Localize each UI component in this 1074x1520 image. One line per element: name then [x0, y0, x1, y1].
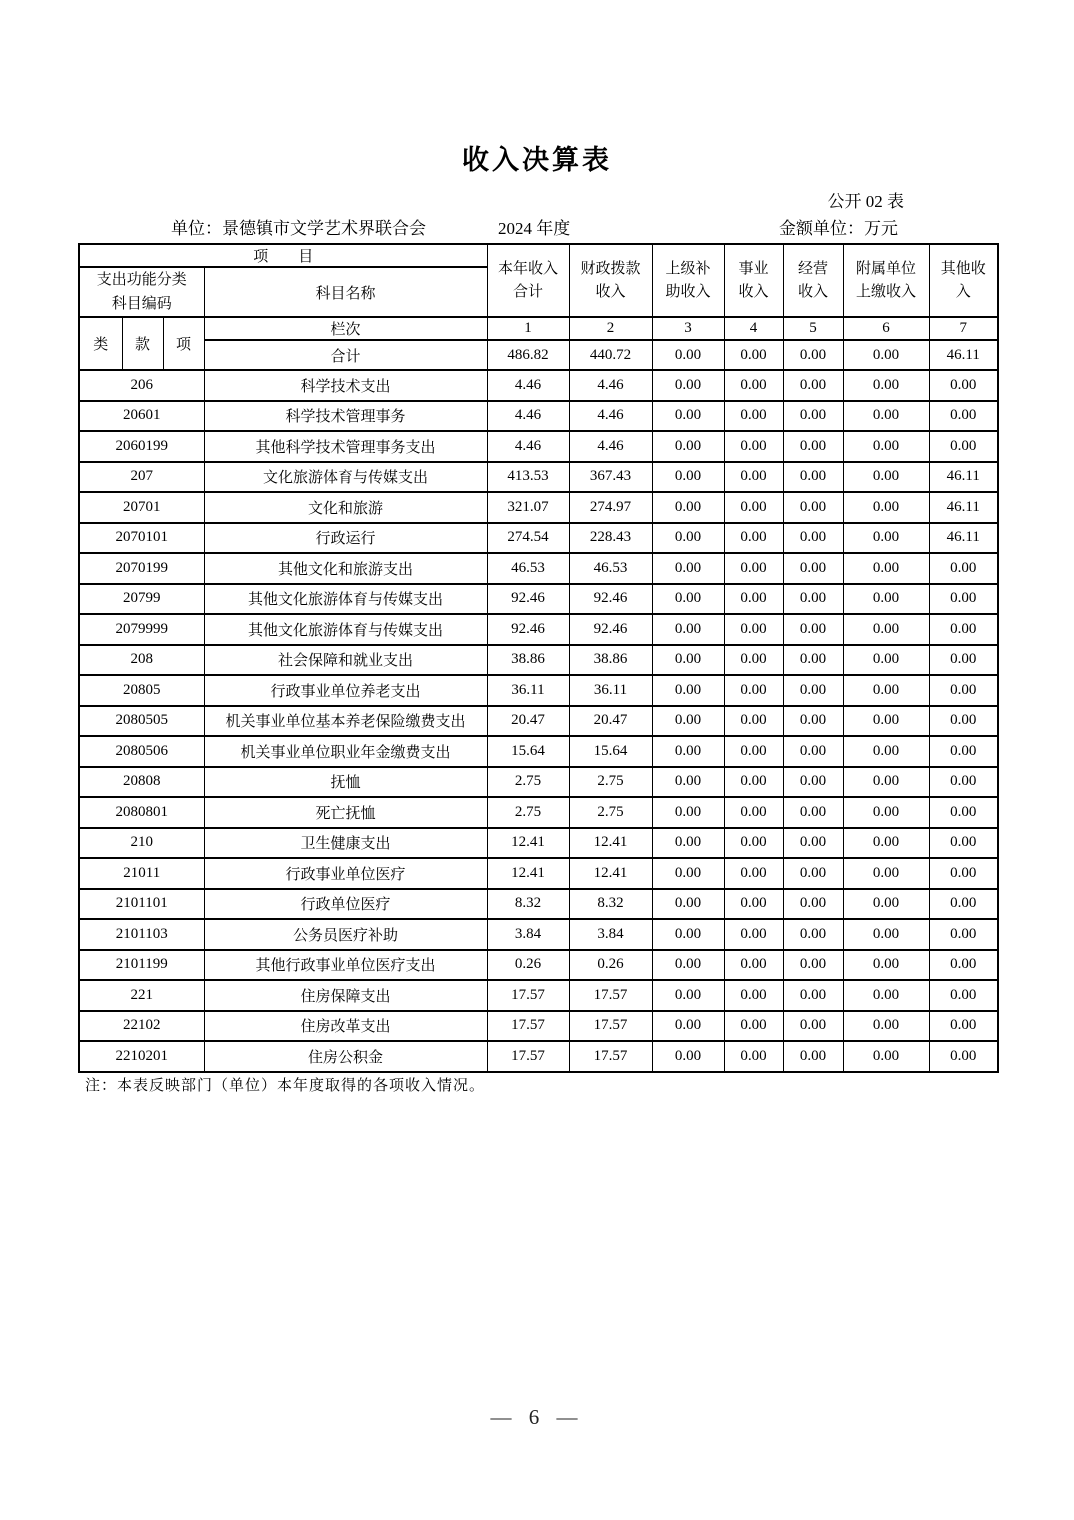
- value-col-6: 0.00: [843, 1011, 929, 1042]
- project-header-cell: 项 目: [79, 244, 487, 267]
- value-col-7: 0.00: [929, 553, 998, 584]
- revenue-column-header-1: 本年收入 合计: [487, 244, 569, 317]
- table-row: [79, 431, 998, 462]
- table-row: [79, 523, 998, 554]
- value-col-5: 0.00: [783, 675, 843, 706]
- subject-name: 死亡抚恤: [204, 797, 487, 828]
- value-col-1: 20.47: [487, 706, 569, 737]
- value-col-1: 38.86: [487, 645, 569, 676]
- value-col-4: 0.00: [724, 523, 783, 554]
- value-col-3: 0.00: [652, 645, 724, 676]
- value-col-6: 0.00: [843, 1041, 929, 1072]
- subject-code: 207: [79, 462, 204, 493]
- subject-code: 21011: [79, 858, 204, 889]
- subject-code: 2210201: [79, 1041, 204, 1072]
- column-index-5: 5: [783, 317, 843, 340]
- revenue-column-header-4: 事业 收入: [724, 244, 783, 317]
- value-col-3: 0.00: [652, 950, 724, 981]
- value-col-3: 0.00: [652, 492, 724, 523]
- value-col-2: 92.46: [569, 584, 652, 615]
- subject-name: 公务员医疗补助: [204, 919, 487, 950]
- grand-total-value-3: 0.00: [652, 340, 724, 370]
- value-col-1: 413.53: [487, 462, 569, 493]
- value-col-7: 0.00: [929, 1011, 998, 1042]
- subject-name: 行政运行: [204, 523, 487, 554]
- value-col-3: 0.00: [652, 675, 724, 706]
- subject-code: 2080506: [79, 736, 204, 767]
- value-col-7: 0.00: [929, 401, 998, 432]
- subject-code: 206: [79, 370, 204, 401]
- table-row: [79, 492, 998, 523]
- value-col-2: 4.46: [569, 431, 652, 462]
- value-col-3: 0.00: [652, 736, 724, 767]
- value-col-3: 0.00: [652, 462, 724, 493]
- column-index-4: 4: [724, 317, 783, 340]
- grand-total-value-7: 46.11: [929, 340, 998, 370]
- value-col-2: 4.46: [569, 370, 652, 401]
- value-col-7: 0.00: [929, 797, 998, 828]
- subject-code: 20808: [79, 767, 204, 798]
- subject-name: 行政事业单位养老支出: [204, 675, 487, 706]
- subject-name: 科学技术管理事务: [204, 401, 487, 432]
- revenue-column-header-7: 其他收 入: [929, 244, 998, 317]
- value-col-3: 0.00: [652, 767, 724, 798]
- value-col-7: 0.00: [929, 950, 998, 981]
- value-col-6: 0.00: [843, 706, 929, 737]
- table-row: [79, 553, 998, 584]
- column-index-7: 7: [929, 317, 998, 340]
- value-col-3: 0.00: [652, 614, 724, 645]
- value-col-3: 0.00: [652, 1011, 724, 1042]
- table-row: [79, 706, 998, 737]
- amount-unit-label: 金额单位：万元: [779, 219, 898, 238]
- value-col-4: 0.00: [724, 797, 783, 828]
- value-col-2: 4.46: [569, 401, 652, 432]
- subject-code: 2080505: [79, 706, 204, 737]
- value-col-4: 0.00: [724, 919, 783, 950]
- table-row: [79, 584, 998, 615]
- value-col-4: 0.00: [724, 553, 783, 584]
- subject-code: 2079999: [79, 614, 204, 645]
- value-col-5: 0.00: [783, 553, 843, 584]
- grand-total-value-6: 0.00: [843, 340, 929, 370]
- value-col-1: 4.46: [487, 401, 569, 432]
- value-col-1: 17.57: [487, 1011, 569, 1042]
- value-col-4: 0.00: [724, 492, 783, 523]
- subject-code: 2080801: [79, 797, 204, 828]
- table-row: [79, 614, 998, 645]
- value-col-2: 46.53: [569, 553, 652, 584]
- table-row: [79, 645, 998, 676]
- subject-name-header-cell: 科目名称: [204, 267, 487, 317]
- subject-name: 抚恤: [204, 767, 487, 798]
- value-col-4: 0.00: [724, 736, 783, 767]
- value-col-5: 0.00: [783, 980, 843, 1011]
- table-row: [79, 889, 998, 920]
- subject-code: 208: [79, 645, 204, 676]
- value-col-6: 0.00: [843, 950, 929, 981]
- grand-total-value-5: 0.00: [783, 340, 843, 370]
- subject-code: 20701: [79, 492, 204, 523]
- value-col-1: 12.41: [487, 828, 569, 859]
- subject-name: 机关事业单位基本养老保险缴费支出: [204, 706, 487, 737]
- value-col-1: 8.32: [487, 889, 569, 920]
- value-col-3: 0.00: [652, 584, 724, 615]
- value-col-7: 0.00: [929, 431, 998, 462]
- value-col-5: 0.00: [783, 401, 843, 432]
- column-index-6: 6: [843, 317, 929, 340]
- table-row: [79, 401, 998, 432]
- subject-name: 其他文化旅游体育与传媒支出: [204, 614, 487, 645]
- subject-code: 221: [79, 980, 204, 1011]
- value-col-1: 3.84: [487, 919, 569, 950]
- subject-code: 2101103: [79, 919, 204, 950]
- revenue-column-header-6: 附属单位 上缴收入: [843, 244, 929, 317]
- value-col-3: 0.00: [652, 431, 724, 462]
- value-col-1: 321.07: [487, 492, 569, 523]
- value-col-2: 38.86: [569, 645, 652, 676]
- value-col-4: 0.00: [724, 706, 783, 737]
- year-label: 2024 年度: [498, 219, 571, 238]
- value-col-7: 0.00: [929, 767, 998, 798]
- function-code-label: 科目编码: [111, 296, 172, 312]
- subject-name: 其他科学技术管理事务支出: [204, 431, 487, 462]
- value-col-1: 2.75: [487, 797, 569, 828]
- value-col-2: 15.64: [569, 736, 652, 767]
- function-code-header-cell: [79, 267, 204, 317]
- table-row: [79, 462, 998, 493]
- value-col-2: 3.84: [569, 919, 652, 950]
- value-col-5: 0.00: [783, 950, 843, 981]
- value-col-2: 20.47: [569, 706, 652, 737]
- value-col-2: 17.57: [569, 1041, 652, 1072]
- value-col-7: 0.00: [929, 736, 998, 767]
- value-col-5: 0.00: [783, 645, 843, 676]
- unit-label: 单位：景德镇市文学艺术界联合会: [171, 219, 426, 238]
- value-col-4: 0.00: [724, 645, 783, 676]
- value-col-1: 274.54: [487, 523, 569, 554]
- value-col-2: 12.41: [569, 858, 652, 889]
- value-col-3: 0.00: [652, 828, 724, 859]
- value-col-6: 0.00: [843, 828, 929, 859]
- column-index-1: 1: [487, 317, 569, 340]
- value-col-1: 17.57: [487, 1041, 569, 1072]
- item-column-header: 项: [163, 317, 204, 370]
- subject-name: 其他行政事业单位医疗支出: [204, 950, 487, 981]
- meta-line: [0, 214, 1074, 238]
- grand-total-label: 合计: [204, 340, 487, 370]
- value-col-6: 0.00: [843, 431, 929, 462]
- footnote: 注：本表反映部门（单位）本年度取得的各项收入情况。: [85, 1078, 486, 1094]
- table-row: [79, 919, 998, 950]
- table-row: [79, 858, 998, 889]
- value-col-2: 2.75: [569, 797, 652, 828]
- subject-name: 卫生健康支出: [204, 828, 487, 859]
- subject-name: 文化和旅游: [204, 492, 487, 523]
- subject-name: 住房保障支出: [204, 980, 487, 1011]
- value-col-3: 0.00: [652, 858, 724, 889]
- value-col-2: 17.57: [569, 1011, 652, 1042]
- table-row: [79, 980, 998, 1011]
- value-col-2: 274.97: [569, 492, 652, 523]
- value-col-7: 0.00: [929, 889, 998, 920]
- table-row: [79, 797, 998, 828]
- value-col-7: 0.00: [929, 675, 998, 706]
- value-col-5: 0.00: [783, 431, 843, 462]
- value-col-3: 0.00: [652, 706, 724, 737]
- value-col-4: 0.00: [724, 980, 783, 1011]
- revenue-column-header-2: 财政拨款 收入: [569, 244, 652, 317]
- value-col-4: 0.00: [724, 675, 783, 706]
- value-col-6: 0.00: [843, 675, 929, 706]
- revenue-column-header-3: 上级补 助收入: [652, 244, 724, 317]
- subject-name: 机关事业单位职业年金缴费支出: [204, 736, 487, 767]
- value-col-7: 0.00: [929, 614, 998, 645]
- value-col-7: 46.11: [929, 462, 998, 493]
- subject-name: 社会保障和就业支出: [204, 645, 487, 676]
- value-col-6: 0.00: [843, 370, 929, 401]
- value-col-1: 17.57: [487, 980, 569, 1011]
- value-col-6: 0.00: [843, 767, 929, 798]
- table-row: [79, 767, 998, 798]
- subject-code: 20799: [79, 584, 204, 615]
- table-row: [79, 736, 998, 767]
- value-col-4: 0.00: [724, 889, 783, 920]
- value-col-4: 0.00: [724, 1011, 783, 1042]
- value-col-4: 0.00: [724, 431, 783, 462]
- grand-total-value-4: 0.00: [724, 340, 783, 370]
- value-col-2: 17.57: [569, 980, 652, 1011]
- grand-total-value-1: 486.82: [487, 340, 569, 370]
- value-col-5: 0.00: [783, 919, 843, 950]
- value-col-6: 0.00: [843, 919, 929, 950]
- value-col-1: 15.64: [487, 736, 569, 767]
- value-col-2: 8.32: [569, 889, 652, 920]
- value-col-6: 0.00: [843, 462, 929, 493]
- value-col-5: 0.00: [783, 889, 843, 920]
- subject-name: 科学技术支出: [204, 370, 487, 401]
- value-col-6: 0.00: [843, 980, 929, 1011]
- value-col-6: 0.00: [843, 401, 929, 432]
- value-col-6: 0.00: [843, 889, 929, 920]
- subject-name: 其他文化旅游体育与传媒支出: [204, 584, 487, 615]
- table-row: [79, 1011, 998, 1042]
- value-col-5: 0.00: [783, 858, 843, 889]
- subject-code: 22102: [79, 1011, 204, 1042]
- table-code-label: 公开 02 表: [827, 192, 904, 211]
- value-col-3: 0.00: [652, 797, 724, 828]
- header-row-project: [79, 244, 998, 267]
- column-index-3: 3: [652, 317, 724, 340]
- subject-code: 2070101: [79, 523, 204, 554]
- table-row: [79, 675, 998, 706]
- subject-code: 20601: [79, 401, 204, 432]
- value-col-7: 0.00: [929, 919, 998, 950]
- value-col-5: 0.00: [783, 462, 843, 493]
- value-col-7: 0.00: [929, 858, 998, 889]
- subject-code: 210: [79, 828, 204, 859]
- subject-name: 行政事业单位医疗: [204, 858, 487, 889]
- column-index-2: 2: [569, 317, 652, 340]
- income-statement-table: [78, 243, 999, 1073]
- value-col-5: 0.00: [783, 523, 843, 554]
- subject-code: 2101101: [79, 889, 204, 920]
- value-col-2: 0.26: [569, 950, 652, 981]
- value-col-2: 2.75: [569, 767, 652, 798]
- value-col-5: 0.00: [783, 767, 843, 798]
- value-col-5: 0.00: [783, 1041, 843, 1072]
- value-col-3: 0.00: [652, 919, 724, 950]
- value-col-3: 0.00: [652, 401, 724, 432]
- value-col-1: 4.46: [487, 431, 569, 462]
- value-col-1: 92.46: [487, 614, 569, 645]
- value-col-7: 0.00: [929, 828, 998, 859]
- value-col-4: 0.00: [724, 584, 783, 615]
- value-col-7: 0.00: [929, 370, 998, 401]
- value-col-2: 12.41: [569, 828, 652, 859]
- table-row: [79, 950, 998, 981]
- value-col-7: 46.11: [929, 492, 998, 523]
- value-col-7: 0.00: [929, 706, 998, 737]
- value-col-2: 92.46: [569, 614, 652, 645]
- value-col-2: 367.43: [569, 462, 652, 493]
- value-col-3: 0.00: [652, 1041, 724, 1072]
- value-col-6: 0.00: [843, 492, 929, 523]
- value-col-5: 0.00: [783, 584, 843, 615]
- value-col-5: 0.00: [783, 614, 843, 645]
- section-column-header: 款: [122, 317, 163, 370]
- value-col-2: 228.43: [569, 523, 652, 554]
- value-col-6: 0.00: [843, 553, 929, 584]
- class-column-header: 类: [79, 317, 122, 370]
- table-row: [79, 828, 998, 859]
- value-col-7: 0.00: [929, 1041, 998, 1072]
- subject-name: 文化旅游体育与传媒支出: [204, 462, 487, 493]
- value-col-4: 0.00: [724, 767, 783, 798]
- value-col-6: 0.00: [843, 614, 929, 645]
- revenue-column-header-5: 经营 收入: [783, 244, 843, 317]
- value-col-5: 0.00: [783, 706, 843, 737]
- subject-name: 其他文化和旅游支出: [204, 553, 487, 584]
- value-col-4: 0.00: [724, 828, 783, 859]
- subject-name: 住房改革支出: [204, 1011, 487, 1042]
- subject-code: 2101199: [79, 950, 204, 981]
- column-index-label: 栏次: [204, 317, 487, 340]
- value-col-4: 0.00: [724, 614, 783, 645]
- value-col-4: 0.00: [724, 370, 783, 401]
- value-col-4: 0.00: [724, 858, 783, 889]
- value-col-1: 2.75: [487, 767, 569, 798]
- subject-name: 行政单位医疗: [204, 889, 487, 920]
- value-col-1: 4.46: [487, 370, 569, 401]
- subject-name: 住房公积金: [204, 1041, 487, 1072]
- table-row: [79, 1041, 998, 1072]
- value-col-5: 0.00: [783, 370, 843, 401]
- value-col-7: 0.00: [929, 584, 998, 615]
- table-row: [79, 370, 998, 401]
- value-col-6: 0.00: [843, 797, 929, 828]
- value-col-3: 0.00: [652, 553, 724, 584]
- value-col-4: 0.00: [724, 401, 783, 432]
- value-col-7: 46.11: [929, 523, 998, 554]
- page-number: — 6 —: [490, 1405, 584, 1429]
- value-col-3: 0.00: [652, 523, 724, 554]
- value-col-2: 36.11: [569, 675, 652, 706]
- value-col-6: 0.00: [843, 584, 929, 615]
- value-col-6: 0.00: [843, 736, 929, 767]
- grand-total-row: [79, 340, 998, 370]
- value-col-1: 36.11: [487, 675, 569, 706]
- value-col-3: 0.00: [652, 370, 724, 401]
- value-col-6: 0.00: [843, 858, 929, 889]
- value-col-3: 0.00: [652, 980, 724, 1011]
- subject-code: 20805: [79, 675, 204, 706]
- value-col-5: 0.00: [783, 797, 843, 828]
- value-col-5: 0.00: [783, 1011, 843, 1042]
- function-class-label: 支出功能分类: [96, 272, 187, 288]
- value-col-7: 0.00: [929, 980, 998, 1011]
- value-col-5: 0.00: [783, 828, 843, 859]
- value-col-4: 0.00: [724, 462, 783, 493]
- subject-code: 2060199: [79, 431, 204, 462]
- value-col-6: 0.00: [843, 523, 929, 554]
- page-title: 收入决算表: [462, 145, 612, 175]
- value-col-4: 0.00: [724, 1041, 783, 1072]
- subject-code: 2070199: [79, 553, 204, 584]
- grand-total-value-2: 440.72: [569, 340, 652, 370]
- value-col-1: 92.46: [487, 584, 569, 615]
- value-col-3: 0.00: [652, 889, 724, 920]
- value-col-7: 0.00: [929, 645, 998, 676]
- value-col-4: 0.00: [724, 950, 783, 981]
- value-col-1: 46.53: [487, 553, 569, 584]
- value-col-1: 0.26: [487, 950, 569, 981]
- column-index-row: [79, 317, 998, 340]
- value-col-5: 0.00: [783, 492, 843, 523]
- value-col-1: 12.41: [487, 858, 569, 889]
- value-col-6: 0.00: [843, 645, 929, 676]
- value-col-5: 0.00: [783, 736, 843, 767]
